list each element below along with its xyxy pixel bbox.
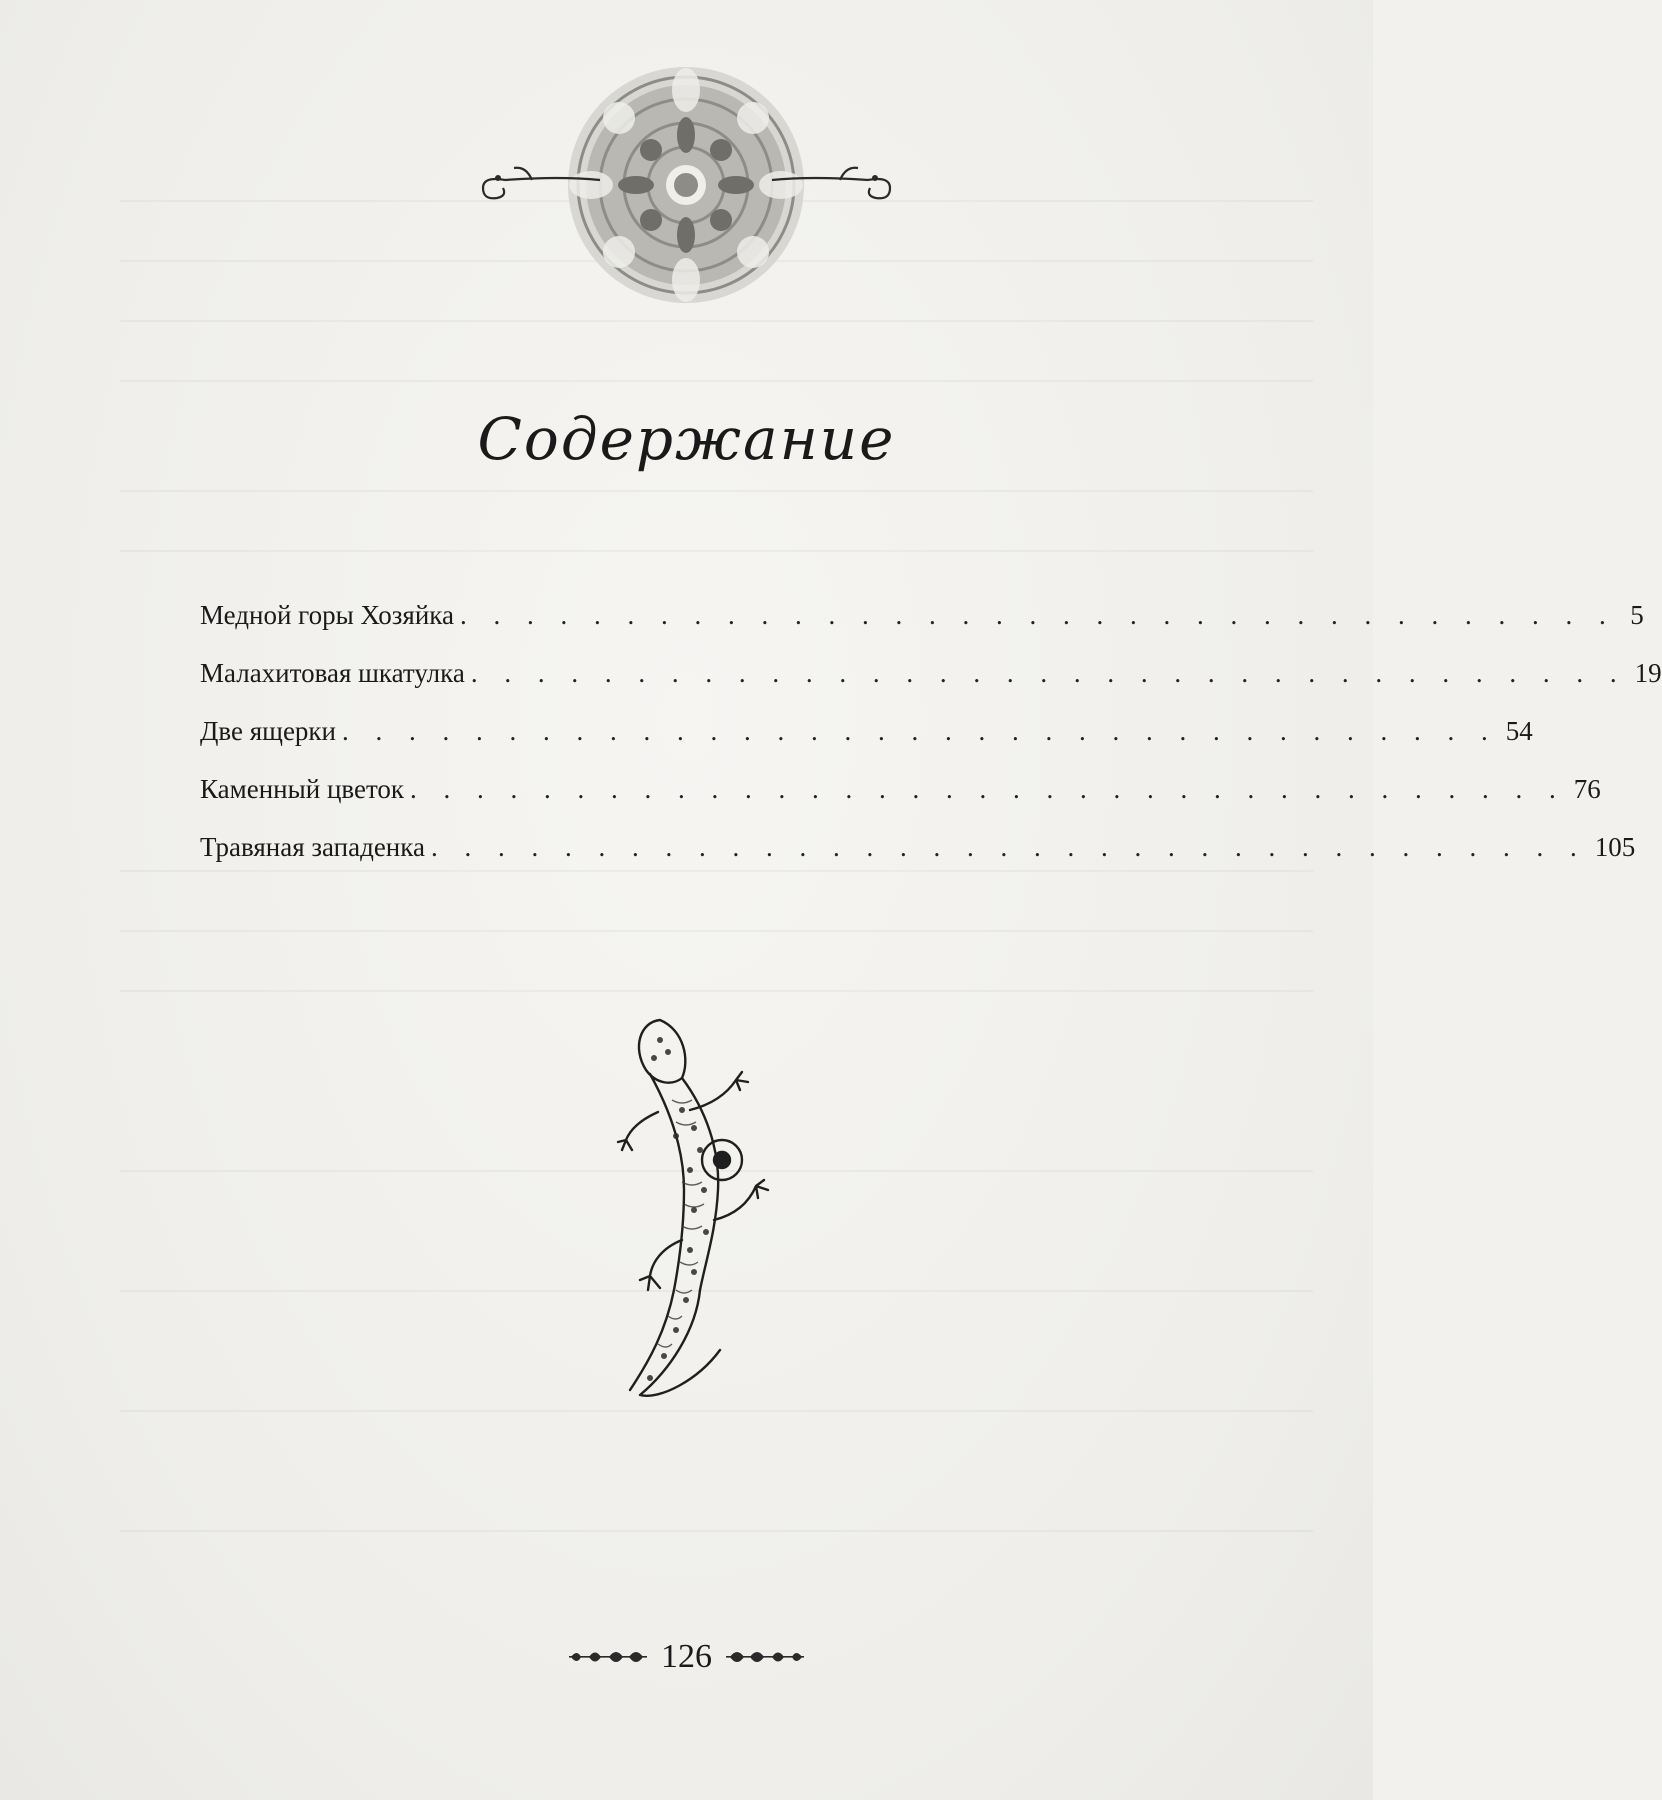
bleed-through-line <box>120 930 1313 932</box>
leader-dots: . . . . . . . . . . . . . . . . . . . . . . . . . . . . . . . . . . . <box>410 774 1566 804</box>
table-of-contents <box>200 600 1662 890</box>
toc-entry-title: Травяная западенка <box>200 832 425 862</box>
leader-dots: . . . . . . . . . . . . . . . . . . . . . . . . . . . . . . . . . . . <box>470 658 1627 688</box>
toc-entry-page: 76 <box>1573 774 1601 804</box>
bleed-through-line <box>120 990 1313 992</box>
leader-dots: . . . . . . . . . . . . . . . . . . . . . . . . . . . . . . . . . . . <box>459 600 1616 630</box>
bleed-through-line <box>120 1530 1313 1532</box>
toc-entry-page: 54 <box>1505 716 1533 746</box>
page-title: Содержание <box>477 405 896 473</box>
toc-entry-title: Каменный цветок <box>200 774 405 804</box>
toc-entry-page: 5 <box>1630 600 1644 630</box>
bleed-through-line <box>120 380 1313 382</box>
bleed-through-line <box>120 550 1313 552</box>
leader-dots: . . . . . . . . . . . . . . . . . . . . . . . . . . . . . . . . . . . <box>342 716 1498 746</box>
toc-entry <box>200 832 1636 890</box>
fleuron-icon <box>569 1645 647 1669</box>
toc-entry-title: Медной горы Хозяйка <box>200 600 454 630</box>
bleed-through-line <box>120 320 1313 322</box>
bleed-through-line <box>120 490 1313 492</box>
toc-entry <box>200 658 1662 716</box>
floral-rosette-icon <box>0 0 1373 320</box>
toc-entry <box>200 774 1601 832</box>
toc-entry <box>200 600 1644 658</box>
page-footer <box>0 1638 1373 1676</box>
lizard-icon <box>610 1000 810 1420</box>
toc-entry-page: 19 <box>1634 658 1662 688</box>
toc-entry-page: 105 <box>1594 832 1636 862</box>
toc-entry <box>200 716 1533 774</box>
toc-entry-title: Две ящерки <box>200 716 337 746</box>
page-number: 126 <box>661 1638 712 1675</box>
fleuron-icon <box>726 1645 804 1669</box>
leader-dots: . . . . . . . . . . . . . . . . . . . . . . . . . . . . . . . . . . . <box>430 832 1587 862</box>
toc-entry-title: Малахитовая шкатулка <box>200 658 465 688</box>
